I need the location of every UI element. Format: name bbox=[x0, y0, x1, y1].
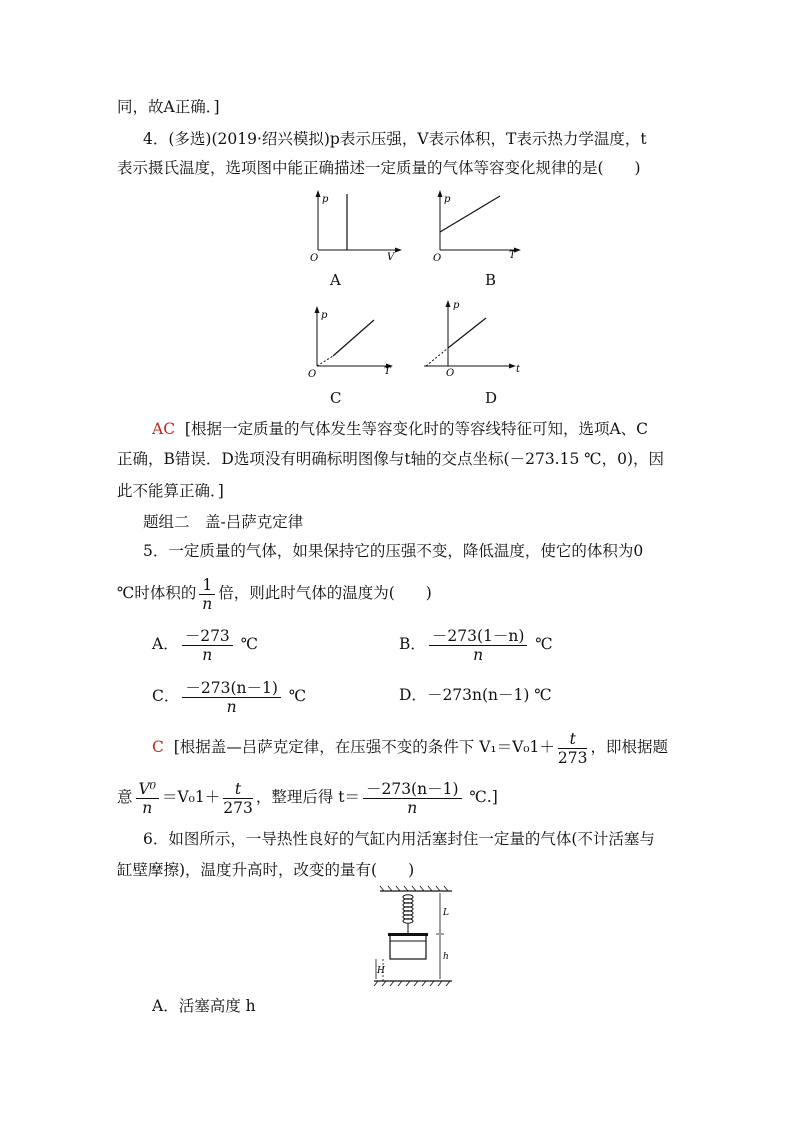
q5-option-d: D．－273n(n－1) ℃ bbox=[399, 686, 552, 704]
q4-line1: 4．(多选)(2019·绍兴模拟)p表示压强，V表示体积，T表示热力学温度，t bbox=[143, 130, 647, 148]
graph-c-origin: O bbox=[308, 369, 317, 380]
graph-c-ylabel: p bbox=[321, 310, 328, 321]
q6-fig-label-h: h bbox=[443, 952, 449, 962]
q5-answer-line1: C [根据盖—吕萨克定律，在压强不变的条件下 V₁＝V₀1＋ $\frac{t}{273}$ ，即根据题 bbox=[152, 729, 668, 767]
group-title: 题组二 盖-吕萨克定律 bbox=[143, 513, 304, 531]
q4-answer: AC bbox=[152, 420, 176, 438]
graph-a-ylabel: p bbox=[322, 194, 329, 205]
q6-line2: 缸壁摩擦)，温度升高时，改变的量有( ) bbox=[117, 861, 415, 879]
graph-a-xlabel: V bbox=[387, 252, 395, 263]
q6-line1: 6．如图所示，一导热性良好的气缸内用活塞封住一定量的气体(不计活塞与 bbox=[143, 830, 655, 848]
q4-line2: 表示摄氏温度，选项图中能正确描述一定质量的气体等容变化规律的是( ) bbox=[117, 159, 641, 177]
graph-b-ylabel: p bbox=[444, 194, 451, 205]
graph-d-ylabel: p bbox=[453, 300, 460, 311]
graph-a-origin: O bbox=[310, 253, 319, 264]
graph-d-origin: O bbox=[446, 368, 455, 376]
graph-a-label: A bbox=[330, 271, 341, 289]
graph-d-xlabel: t bbox=[516, 364, 521, 375]
q4-exp2: 正确，B错误．D选项没有明确标明图像与t轴的交点坐标(－273.15 ℃，0)，因 bbox=[117, 450, 665, 468]
q6-fig-label-l: L bbox=[443, 908, 449, 918]
graph-b-label: B bbox=[485, 271, 497, 289]
q5-line2-a: ℃时体积的 bbox=[117, 584, 197, 602]
q4-answer-line1 bbox=[152, 419, 648, 439]
graph-c-xlabel: T bbox=[384, 366, 391, 377]
q4-exp3: 此不能算正确．] bbox=[117, 482, 224, 500]
q5-line2-b: 倍，则此时气体的温度为( ) bbox=[218, 584, 432, 602]
q5-line1: 5．一定质量的气体，如果保持它的压强不变，降低温度，使它的体积为0 bbox=[143, 542, 644, 560]
q6-option-a: A．活塞高度 h bbox=[152, 997, 256, 1015]
q5-option-a: A． $\frac{-273}{n}$ ℃ bbox=[152, 626, 259, 664]
q5-answer: C bbox=[152, 738, 164, 756]
q4-exp1: [根据一定质量的气体发生等容变化时的等容线特征可知，选项A、C bbox=[184, 420, 649, 438]
graph-d bbox=[420, 296, 530, 376]
q5-option-c: C． $\frac{-273(n-1)}{n}$ ℃ bbox=[152, 678, 307, 716]
graph-c bbox=[303, 302, 413, 382]
graph-a bbox=[300, 188, 410, 268]
q5-option-b: B． $\frac{-273(1-n)}{n}$ ℃ bbox=[399, 626, 553, 664]
q3-tail: 同，故A正确．] bbox=[117, 98, 220, 116]
graph-d-label: D bbox=[485, 389, 498, 407]
q5-answer-line2: 意 $\frac{\text{V⁰}}{n}$ ＝V₀1＋ $\frac{t}{273}$ ，整理后得 t＝ $\frac{-273(n-1)}{n}$ ℃.] bbox=[117, 779, 498, 817]
q5-frac: $\frac{1}{n}$ bbox=[199, 576, 215, 613]
graph-b bbox=[425, 188, 535, 268]
graph-b-origin: O bbox=[433, 253, 442, 264]
graph-b-xlabel: T bbox=[509, 250, 516, 261]
q6-figure bbox=[370, 885, 460, 987]
q6-fig-label-big-h: H bbox=[377, 966, 385, 976]
q5-line2 bbox=[117, 574, 432, 613]
graph-c-label: C bbox=[330, 389, 342, 407]
